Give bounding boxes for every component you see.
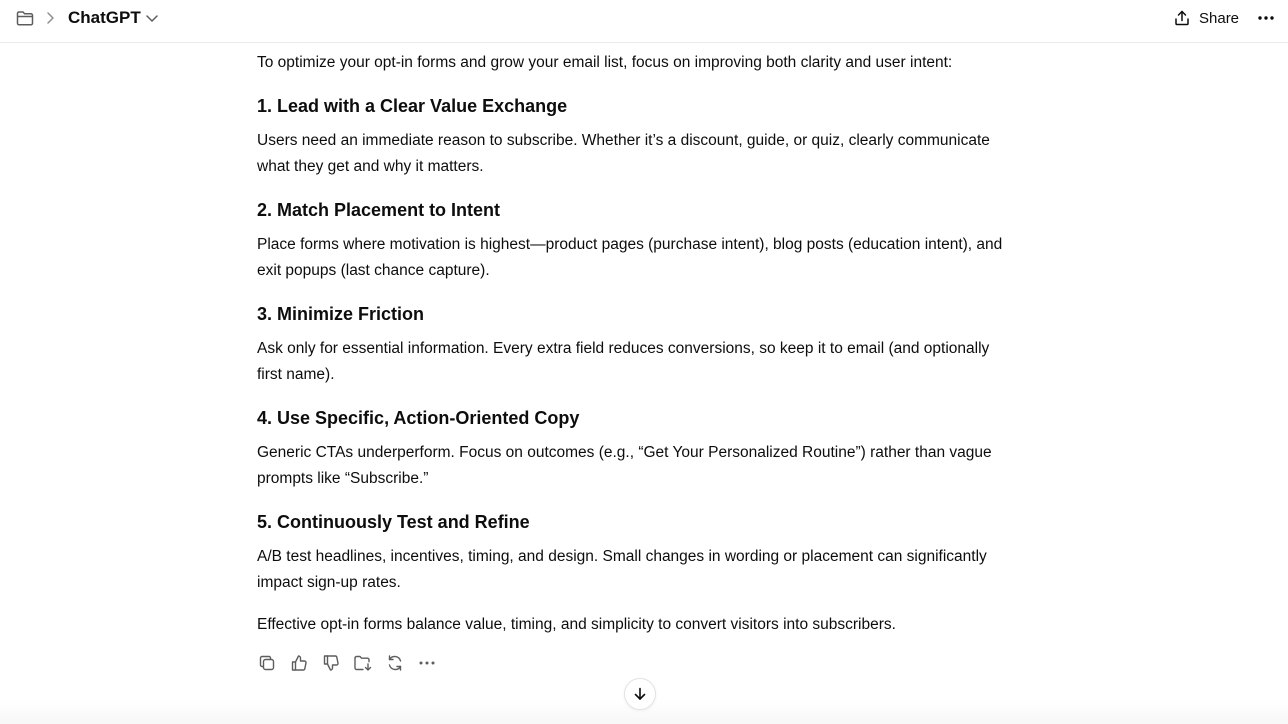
message-intro: To optimize your opt-in forms and grow your email list, focus on improving both clarity and user intent: bbox=[257, 54, 953, 71]
share-icon bbox=[1173, 9, 1191, 27]
section-body: Users need an immediate reason to subscribe. Whether it’s a discount, guide, or quiz, clearly communicate what they get and why it matters. bbox=[257, 132, 990, 175]
model-switcher[interactable] bbox=[68, 6, 159, 30]
chevron-down-icon bbox=[145, 13, 159, 23]
section-heading: 5. Continuously Test and Refine bbox=[257, 512, 530, 532]
section-heading: 2. Match Placement to Intent bbox=[257, 200, 501, 220]
branch-icon[interactable] bbox=[352, 652, 374, 674]
arrow-down-icon bbox=[632, 686, 648, 702]
section-body: Generic CTAs underperform. Focus on outcomes (e.g., “Get Your Personalized Routine”) rather than vague prompts like “Subscribe.” bbox=[257, 444, 992, 487]
section-heading: 4. Use Specific, Action-Oriented Copy bbox=[257, 408, 580, 428]
section-body: A/B test headlines, incentives, timing, and design. Small changes in wording or placement can significantly impact sign-up rates. bbox=[257, 548, 987, 591]
section-body: Place forms where motivation is highest—product pages (purchase intent), blog posts (education intent), and exit popups (last chance capture). bbox=[257, 236, 1003, 279]
section-heading: 3. Minimize Friction bbox=[257, 304, 425, 324]
message-closing: Effective opt-in forms balance value, timing, and simplicity to convert visitors into subscribers. bbox=[257, 616, 896, 633]
copy-icon[interactable] bbox=[256, 652, 278, 674]
more-horizontal-icon[interactable] bbox=[416, 652, 438, 674]
section-body: Ask only for essential information. Every extra field reduces conversions, so keep it to email (and optionally first name). bbox=[257, 340, 990, 383]
regenerate-icon[interactable] bbox=[384, 652, 406, 674]
more-options-icon[interactable] bbox=[1254, 7, 1278, 29]
chevron-right-icon bbox=[42, 9, 58, 27]
folder-icon[interactable] bbox=[14, 8, 36, 28]
top-bar bbox=[0, 0, 1288, 43]
section-heading: 1. Lead with a Clear Value Exchange bbox=[257, 96, 568, 116]
share-label: Share bbox=[1199, 9, 1240, 27]
share-button[interactable] bbox=[1173, 6, 1239, 30]
model-name: ChatGPT bbox=[68, 8, 141, 27]
scroll-to-bottom-button[interactable] bbox=[624, 678, 656, 710]
thumbs-down-icon[interactable] bbox=[320, 652, 342, 674]
thumbs-up-icon[interactable] bbox=[288, 652, 310, 674]
message-actions bbox=[256, 652, 448, 674]
